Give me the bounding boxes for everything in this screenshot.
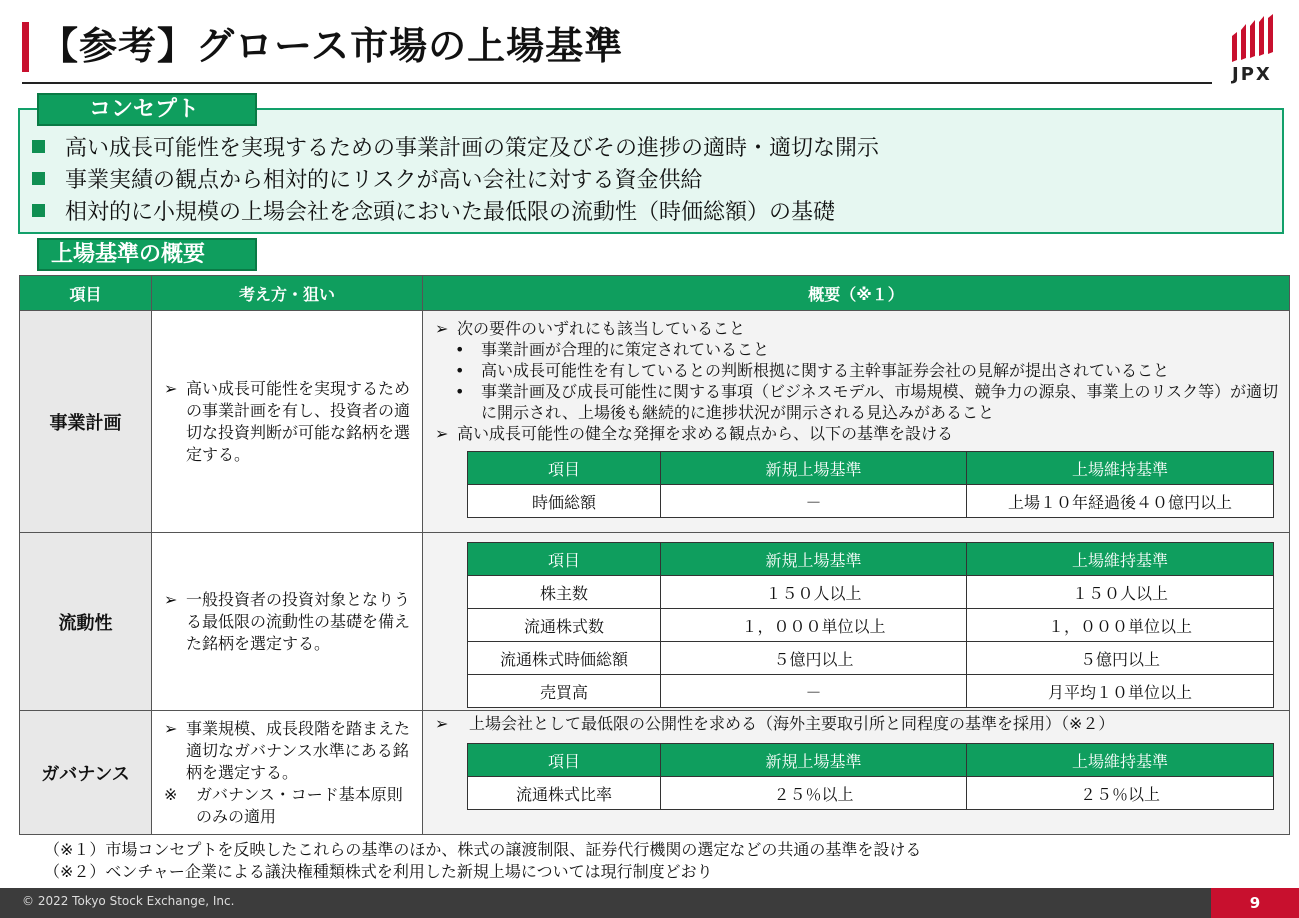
concept-item-text: 事業実績の観点から相対的にリスクが高い会社に対する資金供給	[65, 167, 703, 193]
inner-cell: １，０００単位以上	[967, 609, 1274, 642]
inner-cell: －	[661, 485, 967, 518]
aim-cell	[152, 711, 423, 835]
inner-cell: ５億円以上	[967, 642, 1274, 675]
concept-item-text: 相対的に小規模の上場会社を念頭においた最低限の流動性（時価総額）の基礎	[65, 199, 836, 225]
logo-text: JPX	[1232, 64, 1272, 85]
concept-item	[28, 194, 879, 226]
inner-row	[468, 576, 1274, 609]
concept-item	[28, 130, 879, 162]
square-bullet-icon	[32, 140, 45, 153]
square-bullet-icon	[32, 204, 45, 217]
header-aim: 考え方・狙い	[152, 276, 423, 311]
aim-text: 一般投資者の投資対象となりうる最低限の流動性の基礎を備えた銘柄を選定する。	[186, 589, 411, 653]
dot-bullet-icon: •	[455, 361, 465, 380]
concept-item-text: 高い成長可能性を実現するための事業計画の策定及びその進捗の適時・適切な開示	[65, 135, 880, 161]
concept-item	[28, 162, 879, 194]
table-header-row	[20, 276, 1290, 311]
aim-text: 事業規模、成長段階を踏まえた適切なガバナンス水準にある銘柄を選定する。	[186, 718, 411, 782]
inner-row	[468, 675, 1274, 708]
note-mark: ※	[164, 784, 178, 804]
summary-bullet: 事業計画が合理的に策定されていること	[481, 340, 770, 359]
inner-cell: １５０人以上	[967, 576, 1274, 609]
inner-cell: 流通株式時価総額	[468, 642, 661, 675]
page-number: 9	[1211, 888, 1299, 918]
inner-cell: １，０００単位以上	[661, 609, 967, 642]
table-row	[20, 711, 1290, 835]
arrow-bullet-icon: ➢	[164, 718, 178, 738]
summary-bullet: 事業計画及び成長可能性に関する事項（ビジネスモデル、市場規模、競争力の源泉、事業上のリスク等）が適切に開示され、上場後も継続的に進捗状況が開示される見込みがあること	[481, 382, 1279, 422]
copyright: © 2022 Tokyo Stock Exchange, Inc.	[22, 894, 235, 908]
aim-cell	[152, 311, 423, 533]
concept-list	[28, 130, 879, 226]
dot-bullet-icon: •	[455, 382, 465, 401]
summary-cell	[423, 711, 1290, 835]
aim-cell	[152, 533, 423, 711]
governance-table	[467, 743, 1274, 810]
header-item: 項目	[20, 276, 152, 311]
dot-bullet-icon: •	[455, 340, 465, 359]
inner-header: 新規上場基準	[661, 543, 967, 576]
arrow-bullet-icon: ➢	[435, 714, 449, 733]
inner-header: 項目	[468, 543, 661, 576]
table-row	[20, 533, 1290, 711]
inner-header: 新規上場基準	[661, 744, 967, 777]
summary-lead: 上場会社として最低限の公開性を求める（海外主要取引所と同程度の基準を採用）（※２）	[469, 714, 1115, 733]
row-label: 流動性	[20, 533, 152, 711]
inner-header: 項目	[468, 744, 661, 777]
inner-row	[468, 777, 1274, 810]
inner-cell: 上場１０年経過後４０億円以上	[967, 485, 1274, 518]
inner-header: 上場維持基準	[967, 543, 1274, 576]
summary-lead: 次の要件のいずれにも該当していること	[457, 319, 746, 338]
aim-note: ガバナンス・コード基本原則のみの適用	[196, 784, 403, 826]
summary-cell	[423, 311, 1290, 533]
summary-lead: 高い成長可能性の健全な発揮を求める観点から、以下の基準を設ける	[457, 424, 954, 443]
inner-cell: ５億円以上	[661, 642, 967, 675]
footnote: （※２）ベンチャー企業による議決権種類株式を利用した新規上場については現行制度どおり	[44, 862, 713, 881]
overview-tab: 上場基準の概要	[37, 238, 257, 271]
inner-row	[468, 642, 1274, 675]
arrow-bullet-icon: ➢	[164, 589, 178, 609]
inner-cell: 時価総額	[468, 485, 661, 518]
inner-header: 新規上場基準	[661, 452, 967, 485]
footnote: （※１）市場コンセプトを反映したこれらの基準のほか、株式の譲渡制限、証券代行機関の選定などの共通の基準を設ける	[44, 840, 922, 859]
arrow-bullet-icon: ➢	[164, 378, 178, 398]
aim-text: 高い成長可能性を実現するための事業計画を有し、投資者の適切な投資判断が可能な銘柄を選定する。	[186, 378, 411, 464]
arrow-bullet-icon: ➢	[435, 319, 449, 338]
inner-cell: 月平均１０単位以上	[967, 675, 1274, 708]
square-bullet-icon	[32, 172, 45, 185]
concept-tab: コンセプト	[37, 93, 257, 126]
title-underline	[22, 82, 1212, 84]
arrow-bullet-icon: ➢	[435, 424, 449, 443]
table-row	[20, 311, 1290, 533]
market-cap-table	[467, 451, 1274, 518]
liquidity-table	[467, 542, 1274, 708]
footnotes	[44, 839, 921, 883]
inner-cell: 流通株式比率	[468, 777, 661, 810]
inner-header: 上場維持基準	[967, 452, 1274, 485]
page-title: 【参考】グロース市場の上場基準	[40, 24, 624, 68]
row-label: 事業計画	[20, 311, 152, 533]
inner-cell: ２５％以上	[661, 777, 967, 810]
inner-cell: 株主数	[468, 576, 661, 609]
listing-criteria-table	[19, 275, 1290, 835]
inner-cell: 売買高	[468, 675, 661, 708]
row-label: ガバナンス	[20, 711, 152, 835]
inner-cell: ２５％以上	[967, 777, 1274, 810]
inner-row	[468, 485, 1274, 518]
title-accent-bar	[22, 22, 29, 72]
inner-header: 項目	[468, 452, 661, 485]
inner-header: 上場維持基準	[967, 744, 1274, 777]
inner-cell: 流通株式数	[468, 609, 661, 642]
inner-cell: １５０人以上	[661, 576, 967, 609]
summary-bullet: 高い成長可能性を有しているとの判断根拠に関する主幹事証券会社の見解が提出されていること	[481, 361, 1170, 380]
inner-cell: －	[661, 675, 967, 708]
header-summary: 概要（※１）	[423, 276, 1290, 311]
footer-bar	[0, 888, 1299, 918]
inner-row	[468, 609, 1274, 642]
summary-cell	[423, 533, 1290, 711]
